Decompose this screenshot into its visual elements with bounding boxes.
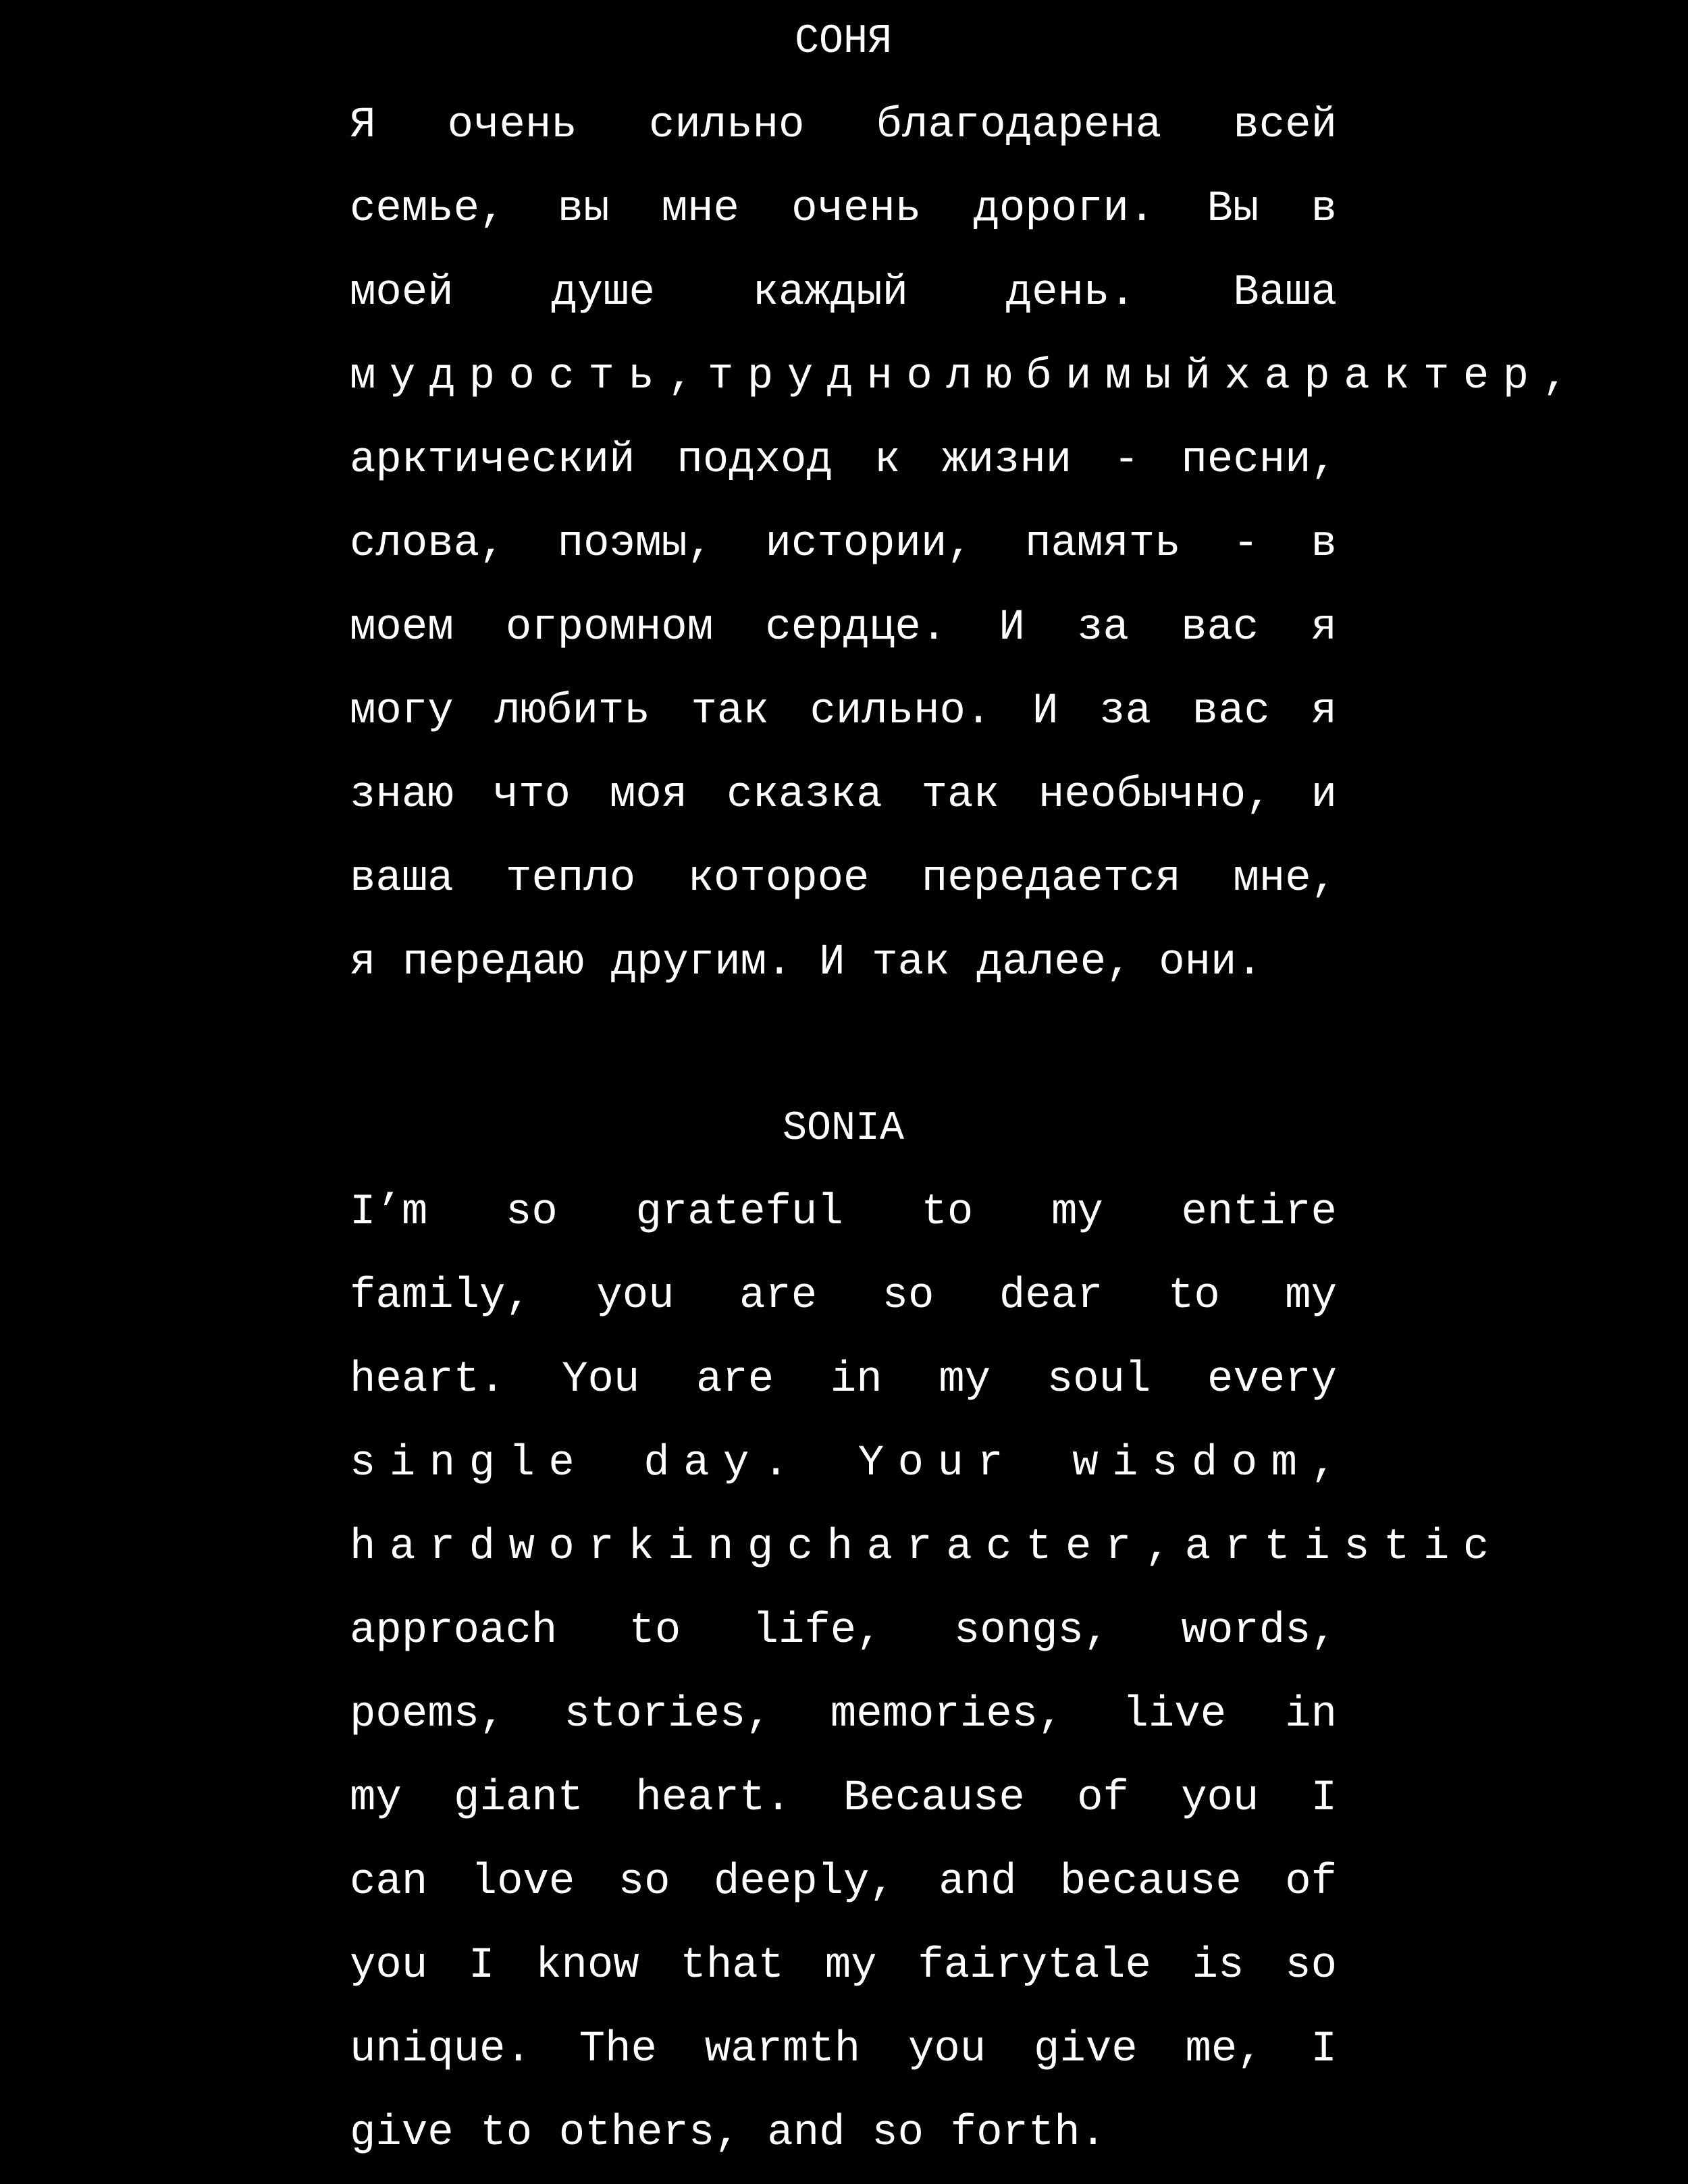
word: необычно, (1038, 771, 1272, 820)
word: The (579, 2025, 657, 2074)
word: artistic (1184, 1523, 1503, 1572)
word: в (1311, 185, 1337, 234)
word: are (695, 1356, 774, 1404)
word: так (691, 687, 769, 736)
word: к (874, 436, 901, 485)
word: вас (1181, 604, 1259, 652)
word: single (350, 1439, 589, 1488)
word: approach (350, 1607, 558, 1655)
text-line (350, 670, 1337, 753)
text-line (350, 84, 1337, 167)
word: know (535, 1942, 639, 1990)
english-paragraph (350, 1171, 1503, 2175)
word: is (1192, 1942, 1244, 1990)
word: me, (1185, 2025, 1263, 2074)
word: мудрость, (350, 352, 708, 401)
word: далее, (976, 938, 1132, 987)
text-line (350, 335, 1583, 419)
text-line (350, 1840, 1337, 1924)
text-line (350, 1589, 1337, 1673)
text-line (350, 2092, 1337, 2175)
word: unique. (350, 2025, 531, 2074)
word: soul (1047, 1356, 1151, 1404)
word: I (1311, 1774, 1337, 1823)
word: to (921, 1188, 974, 1237)
word: to (1167, 1272, 1220, 1321)
word: so (882, 1272, 934, 1321)
word: моей (350, 269, 454, 317)
text-line (350, 1757, 1337, 1840)
text-line (350, 1506, 1503, 1589)
word: every (1207, 1356, 1337, 1404)
word: передается (921, 855, 1181, 903)
text-line (350, 1924, 1337, 2008)
word: слова, (350, 520, 506, 568)
text-line (350, 1254, 1337, 1338)
word: поэмы, (557, 520, 714, 568)
word: что (492, 771, 571, 820)
word: сильно (648, 101, 805, 150)
word: my (1051, 1188, 1103, 1237)
word: hardworking (350, 1523, 787, 1572)
word: сильно. (810, 687, 992, 736)
word: because (1059, 1858, 1242, 1907)
word: you (1181, 1774, 1259, 1823)
word: heart. (350, 1356, 506, 1404)
word: you (350, 1942, 428, 1990)
word: благодарена (876, 101, 1162, 150)
word: так (872, 938, 950, 987)
word: poems, (350, 1690, 506, 1739)
word: Ваша (1233, 269, 1337, 317)
word: знаю (350, 771, 454, 820)
word: life, (752, 1607, 882, 1655)
word: так (921, 771, 999, 820)
word: могу (350, 687, 454, 736)
word: тепло (506, 855, 636, 903)
word: stories, (564, 1690, 772, 1739)
word: so (1285, 1942, 1337, 1990)
word: You (562, 1356, 640, 1404)
word: others, (558, 2109, 741, 2158)
word: day. (643, 1439, 803, 1488)
word: моем (350, 604, 454, 652)
word: I (468, 1942, 495, 1990)
word: memories, (830, 1690, 1064, 1739)
text-line (350, 2008, 1337, 2092)
russian-section (350, 0, 1583, 1005)
word: я (1311, 604, 1337, 652)
word: words, (1181, 1607, 1337, 1655)
word: to (480, 2109, 533, 2158)
word: - (1232, 520, 1259, 568)
word: каждый (752, 269, 908, 317)
word: warmth (704, 2025, 861, 2074)
word: мне (661, 185, 739, 234)
word: И (999, 604, 1025, 652)
word: giant (454, 1774, 584, 1823)
word: передаю (402, 938, 584, 987)
text-line (350, 167, 1337, 251)
word: so (505, 1188, 558, 1237)
word: of (1077, 1774, 1129, 1823)
word: ваша (350, 855, 454, 903)
word: дороги. (973, 185, 1155, 234)
word: истории, (765, 520, 973, 568)
word: я (350, 938, 376, 987)
word: И (819, 938, 845, 987)
text-line (350, 753, 1337, 837)
word: forth. (950, 2109, 1107, 2158)
word: душе (551, 269, 655, 317)
word: my (824, 1942, 877, 1990)
text-line (350, 837, 1337, 921)
english-section (350, 1087, 1503, 2175)
word: character, (787, 1523, 1185, 1572)
word: can (350, 1858, 428, 1907)
word: вас (1192, 687, 1270, 736)
word: Вы (1207, 185, 1259, 234)
word: and (767, 2109, 845, 2158)
word: love (471, 1858, 575, 1907)
russian-paragraph (350, 84, 1583, 1005)
word: I (1311, 2025, 1337, 2074)
word: которое (687, 855, 870, 903)
word: are (739, 1272, 818, 1321)
word: entire (1181, 1188, 1337, 1237)
word: за (1099, 687, 1151, 736)
word: of (1285, 1858, 1337, 1907)
word: память (1025, 520, 1181, 568)
text-line (350, 1171, 1337, 1254)
text-line (350, 586, 1337, 670)
word: you (907, 2025, 986, 2074)
word: so (618, 1858, 670, 1907)
word: другим. (610, 938, 793, 987)
text-line (350, 502, 1337, 586)
text-line (350, 1673, 1337, 1757)
word: and (939, 1858, 1017, 1907)
word: you (596, 1272, 675, 1321)
word: моя (609, 771, 688, 820)
word: любимый (946, 352, 1225, 401)
word: my (1285, 1272, 1337, 1321)
word: give (1034, 2025, 1138, 2074)
word: песни, (1181, 436, 1337, 485)
word: за (1077, 604, 1129, 652)
word: семье, (350, 185, 506, 234)
word: они. (1159, 938, 1263, 987)
word: I’m (350, 1188, 428, 1237)
word: любить (494, 687, 650, 736)
word: to (629, 1607, 681, 1655)
text-line (350, 1338, 1337, 1422)
word: in (830, 1356, 882, 1404)
word: трудно (707, 352, 947, 401)
word: wisdom, (1072, 1439, 1351, 1488)
word: my (939, 1356, 991, 1404)
word: songs, (953, 1607, 1110, 1655)
word: dear (999, 1272, 1103, 1321)
word: heart. (635, 1774, 791, 1823)
word: подход (677, 436, 833, 485)
text-line (350, 419, 1337, 502)
word: in (1285, 1690, 1337, 1739)
word: give (350, 2109, 454, 2158)
word: Your (858, 1439, 1018, 1488)
word: арктический (350, 436, 635, 485)
word: Because (843, 1774, 1025, 1823)
word: Я (350, 101, 376, 150)
word: deeply, (713, 1858, 895, 1907)
word: мне, (1233, 855, 1337, 903)
word: so (872, 2109, 924, 2158)
word: сказка (727, 771, 882, 820)
word: И (1032, 687, 1059, 736)
word: my (350, 1774, 402, 1823)
text-line (350, 251, 1337, 335)
word: that (680, 1942, 785, 1990)
english-title: SONIA (782, 1106, 905, 1152)
word: сердце. (765, 604, 947, 652)
word: огромном (505, 604, 714, 652)
text-line (350, 921, 1337, 1005)
word: очень (447, 101, 577, 150)
russian-title: СОНЯ (794, 19, 893, 65)
word: grateful (635, 1188, 843, 1237)
word: день. (1005, 269, 1136, 317)
word: я (1311, 687, 1337, 736)
text-line (350, 1422, 1351, 1506)
word: fairytale (918, 1942, 1151, 1990)
word: очень (791, 185, 922, 234)
word: жизни (942, 436, 1072, 485)
word: всей (1233, 101, 1337, 150)
word: характер, (1224, 352, 1583, 401)
word: вы (557, 185, 610, 234)
word: live (1122, 1690, 1227, 1739)
word: в (1311, 520, 1337, 568)
word: и (1311, 771, 1337, 820)
word: - (1113, 436, 1140, 485)
word: family, (350, 1272, 531, 1321)
